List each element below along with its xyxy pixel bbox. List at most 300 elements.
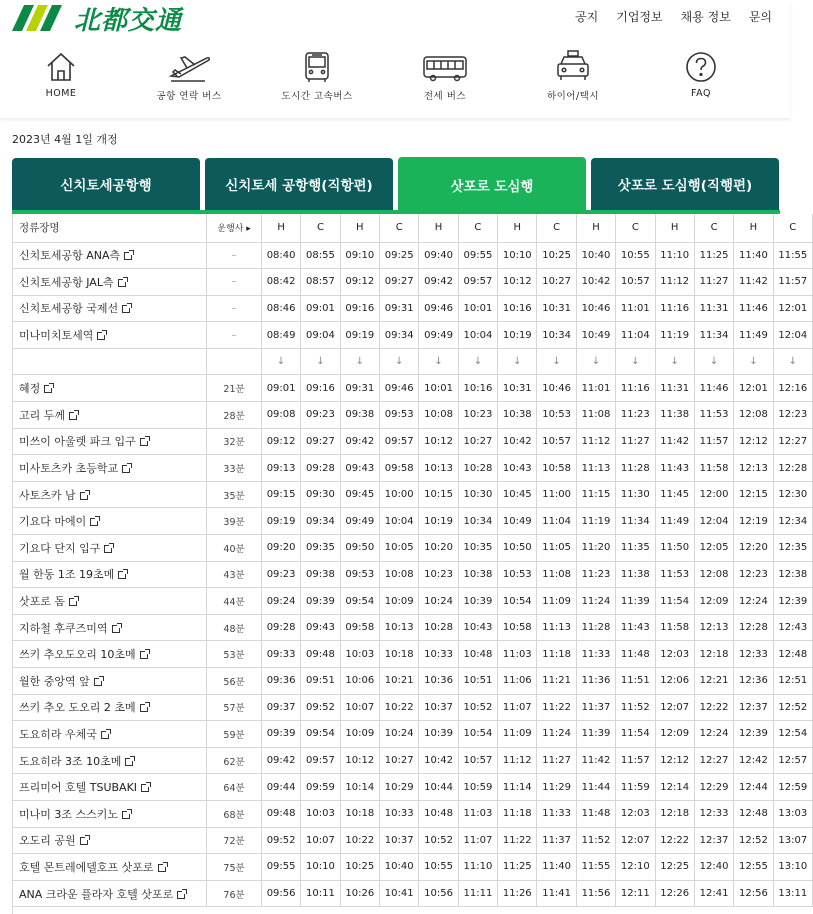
table-row [13, 455, 813, 482]
departure-time-cell: 09:35 [301, 535, 340, 562]
external-link-icon [118, 571, 126, 579]
top-link-contact[interactable]: 문의 [748, 10, 772, 24]
departure-time-cell: 11:18 [537, 641, 576, 668]
departure-time-cell: 11:25 [498, 854, 537, 881]
departure-time-cell: 10:05 [380, 535, 419, 562]
departure-time-cell: 11:57 [694, 428, 733, 455]
departure-time-cell: 10:40 [380, 854, 419, 881]
departure-time-cell: 10:45 [498, 481, 537, 508]
departure-time-cell: 10:41 [380, 880, 419, 907]
external-link-icon [124, 252, 132, 260]
departure-time-cell: 11:53 [655, 561, 694, 588]
stop-name: 혜정 [19, 382, 41, 396]
tab-to-sapporo[interactable]: 삿포로 도심행 [398, 157, 586, 212]
departure-time-cell: 12:54 [773, 721, 812, 748]
company-column-header: H [261, 214, 300, 242]
external-link-icon [140, 704, 148, 712]
departure-time-cell: 12:13 [694, 614, 733, 641]
arrow-down-icon: ↓ [655, 348, 694, 375]
departure-time-cell: 10:07 [340, 694, 379, 721]
elapsed-time-cell: 64분 [207, 774, 262, 801]
stop-name: 삿포로 돔 [19, 595, 66, 609]
departure-time-cell: 09:55 [261, 854, 300, 881]
stop-name-cell [13, 747, 207, 774]
departure-time-cell: 10:07 [301, 827, 340, 854]
departure-time-cell: 10:12 [498, 269, 537, 296]
departure-time-cell: 11:55 [576, 854, 615, 881]
company-column-header: H [419, 214, 458, 242]
departure-time-cell: 12:12 [734, 428, 773, 455]
departure-time-cell: 09:39 [261, 721, 300, 748]
departure-time-cell: 11:05 [537, 535, 576, 562]
departure-time-cell: 12:22 [694, 694, 733, 721]
table-row [13, 481, 813, 508]
departure-time-cell: 11:12 [655, 269, 694, 296]
departure-time-cell: 11:54 [616, 721, 655, 748]
stop-link[interactable] [19, 675, 102, 688]
departure-time-cell: 08:42 [261, 269, 300, 296]
departure-time-cell: 11:39 [616, 588, 655, 615]
stop-link[interactable] [19, 409, 77, 422]
departure-time-cell: 09:31 [340, 375, 379, 402]
stop-name-cell [13, 402, 207, 429]
departure-time-cell: 11:25 [694, 242, 733, 269]
question-icon [684, 50, 718, 84]
departure-time-cell: 12:28 [734, 614, 773, 641]
departure-time-cell: 11:57 [773, 269, 812, 296]
departure-time-cell: 11:34 [694, 322, 733, 349]
departure-time-cell: 12:51 [773, 668, 812, 695]
departure-time-cell: 10:22 [380, 694, 419, 721]
departure-time-cell: 11:23 [576, 561, 615, 588]
departure-time-cell: 10:42 [419, 747, 458, 774]
departure-time-cell: 10:50 [498, 535, 537, 562]
departure-time-cell: 11:16 [655, 295, 694, 322]
departure-time-cell: 10:25 [537, 242, 576, 269]
departure-time-cell: 10:37 [419, 694, 458, 721]
departure-time-cell: 11:12 [576, 428, 615, 455]
departure-time-cell: 12:04 [773, 322, 812, 349]
departure-time-cell: 09:46 [380, 375, 419, 402]
departure-time-cell: 11:52 [616, 694, 655, 721]
nav-highway-bus-label: 도시간 고속버스 [281, 91, 353, 102]
stop-name: 사토츠카 남 [19, 488, 76, 502]
departure-time-cell: 10:03 [301, 800, 340, 827]
departure-time-cell: 12:07 [655, 694, 694, 721]
departure-time-cell: 09:54 [301, 721, 340, 748]
departure-time-cell: 09:34 [301, 508, 340, 535]
departure-time-cell: 10:43 [498, 455, 537, 482]
stop-link[interactable] [19, 542, 112, 555]
departure-time-cell: 10:21 [380, 668, 419, 695]
departure-time-cell: 09:52 [301, 694, 340, 721]
stop-link[interactable] [19, 489, 88, 502]
elapsed-time-cell: – [207, 295, 262, 322]
departure-time-cell: 12:39 [734, 721, 773, 748]
revision-date: 2023년 4월 1일 개정 [12, 133, 118, 146]
operator-column-header[interactable]: 운행사 ▸ [207, 214, 262, 242]
departure-time-cell: 11:40 [734, 242, 773, 269]
route-tabs [12, 157, 780, 212]
company-column-header: C [616, 214, 655, 242]
departure-time-cell: 11:18 [498, 800, 537, 827]
departure-time-cell: 12:38 [773, 561, 812, 588]
elapsed-time-cell: 53분 [207, 641, 262, 668]
departure-time-cell: 10:23 [419, 561, 458, 588]
departure-time-cell: 09:01 [261, 375, 300, 402]
departure-time-cell: 12:24 [734, 588, 773, 615]
departure-time-cell: 10:57 [616, 269, 655, 296]
elapsed-time-cell [207, 348, 262, 375]
tab-to-airport-direct[interactable]: 신치토세 공항행(직항편) [205, 158, 393, 210]
departure-time-cell: 11:00 [537, 481, 576, 508]
departure-time-cell: 09:46 [419, 295, 458, 322]
departure-time-cell: 12:11 [616, 880, 655, 907]
table-row [13, 428, 813, 455]
departure-time-cell: 09:27 [380, 269, 419, 296]
external-link-icon [44, 385, 52, 393]
departure-time-cell: 09:38 [301, 561, 340, 588]
external-link-icon [94, 678, 102, 686]
nav-faq[interactable] [646, 50, 756, 99]
departure-time-cell: 10:56 [419, 880, 458, 907]
departure-time-cell: 12:21 [694, 668, 733, 695]
stop-name: 호텔 몬트레에델호프 삿포로 [19, 860, 154, 874]
table-row [13, 588, 813, 615]
stop-name-cell [13, 322, 207, 349]
departure-time-cell: 11:58 [655, 614, 694, 641]
nav-airport-bus[interactable] [134, 50, 244, 102]
bus-front-icon [300, 50, 334, 84]
stop-link[interactable] [19, 462, 130, 475]
departure-time-cell: 09:16 [301, 375, 340, 402]
departure-time-cell: 11:06 [498, 668, 537, 695]
top-link-recruit[interactable]: 채용 정보 [680, 10, 731, 24]
stop-name-cell [13, 535, 207, 562]
departure-time-cell: 09:45 [340, 481, 379, 508]
departure-time-cell: 10:28 [419, 614, 458, 641]
stop-link[interactable] [19, 834, 88, 847]
elapsed-time-cell: 39분 [207, 508, 262, 535]
departure-time-cell: 11:09 [537, 588, 576, 615]
elapsed-time-cell: 28분 [207, 402, 262, 429]
departure-time-cell: 10:14 [340, 774, 379, 801]
departure-time-cell: 09:23 [301, 402, 340, 429]
stop-link[interactable] [19, 648, 148, 661]
departure-time-cell: 11:36 [576, 668, 615, 695]
elapsed-time-cell: 35분 [207, 481, 262, 508]
elapsed-time-cell: 76분 [207, 880, 262, 907]
table-row [13, 721, 813, 748]
external-link-icon [125, 758, 133, 766]
departure-time-cell: 09:40 [419, 242, 458, 269]
stop-name: 미나미치토세역 [19, 329, 94, 343]
departure-time-cell: 10:01 [458, 295, 497, 322]
nav-faq-label: FAQ [691, 88, 711, 99]
stop-link[interactable] [19, 622, 120, 635]
departure-time-cell: 08:46 [261, 295, 300, 322]
departure-time-cell: 11:58 [694, 455, 733, 482]
stop-link[interactable] [19, 861, 166, 874]
departure-time-cell: 11:12 [498, 747, 537, 774]
stop-link[interactable] [19, 701, 148, 714]
table-row [13, 800, 813, 827]
departure-time-cell: 12:37 [694, 827, 733, 854]
departure-time-cell: 09:30 [301, 481, 340, 508]
stop-name-cell [13, 774, 207, 801]
stop-link[interactable] [19, 515, 98, 528]
departure-time-cell: 10:04 [380, 508, 419, 535]
elapsed-time-cell: 40분 [207, 535, 262, 562]
departure-time-cell: 11:53 [694, 402, 733, 429]
departure-time-cell: 10:35 [458, 535, 497, 562]
stop-name: 도요히라 3조 10초메 [19, 754, 122, 768]
departure-time-cell: 11:19 [655, 322, 694, 349]
departure-time-cell: 10:52 [419, 827, 458, 854]
table-row [13, 614, 813, 641]
elapsed-time-cell: 48분 [207, 614, 262, 641]
arrow-down-icon: ↓ [734, 348, 773, 375]
table-row [13, 242, 813, 269]
stop-link[interactable] [19, 781, 149, 794]
departure-time-cell: 09:42 [419, 269, 458, 296]
departure-time-cell: 12:16 [773, 375, 812, 402]
departure-time-cell: 10:33 [380, 800, 419, 827]
external-link-icon [122, 811, 130, 819]
company-column-header: C [458, 214, 497, 242]
departure-time-cell: 12:28 [773, 455, 812, 482]
departure-time-cell: 12:03 [655, 641, 694, 668]
departure-time-cell: 10:27 [537, 269, 576, 296]
departure-time-cell: 11:43 [616, 614, 655, 641]
departure-time-cell: 08:40 [261, 242, 300, 269]
departure-time-cell: 09:57 [380, 428, 419, 455]
stop-name-cell [13, 428, 207, 455]
departure-time-cell: 09:33 [261, 641, 300, 668]
departure-time-cell: 09:19 [261, 508, 300, 535]
stop-name: 미나미 3조 스스키노 [19, 807, 118, 821]
table-row [13, 774, 813, 801]
departure-time-cell: 12:26 [655, 880, 694, 907]
stop-link[interactable] [19, 728, 109, 741]
departure-time-cell: 09:25 [380, 242, 419, 269]
departure-time-cell: 11:26 [498, 880, 537, 907]
departure-time-cell: 11:50 [655, 535, 694, 562]
stop-name: 도요히라 우체국 [19, 727, 97, 741]
external-link-icon [69, 598, 77, 606]
stop-link[interactable] [19, 329, 105, 342]
stop-link[interactable] [19, 382, 52, 395]
stop-name-cell [13, 668, 207, 695]
stop-name: 쓰키 추오 도오리 2 초메 [19, 701, 136, 715]
departure-time-cell: 12:30 [773, 481, 812, 508]
departure-time-cell: 09:51 [301, 668, 340, 695]
logo-stripes-icon [12, 5, 68, 31]
stop-name-cell [13, 641, 207, 668]
departure-time-cell: 09:57 [458, 269, 497, 296]
stop-link[interactable] [19, 276, 126, 289]
stop-link[interactable] [19, 888, 185, 901]
departure-time-cell: 10:59 [458, 774, 497, 801]
nav-home[interactable] [6, 50, 116, 99]
stop-link[interactable] [19, 808, 130, 821]
top-link-company[interactable]: 기업정보 [616, 10, 663, 24]
departure-time-cell: 10:39 [458, 588, 497, 615]
arrow-down-icon: ↓ [261, 348, 300, 375]
stop-name: 신치토세공항 ANA측 [19, 249, 121, 263]
external-link-icon [112, 625, 120, 633]
departure-time-cell: 11:24 [537, 721, 576, 748]
departure-time-cell: 12:22 [655, 827, 694, 854]
departure-time-cell: 12:48 [734, 800, 773, 827]
departure-time-cell: 12:07 [616, 827, 655, 854]
departure-time-cell: 09:24 [261, 588, 300, 615]
elapsed-time-cell: 75분 [207, 854, 262, 881]
departure-time-cell: 12:40 [694, 854, 733, 881]
departure-time-cell: 09:44 [261, 774, 300, 801]
departure-time-cell: 11:04 [537, 508, 576, 535]
timetable-container[interactable] [12, 214, 808, 914]
departure-time-cell: 10:19 [498, 322, 537, 349]
stop-name-cell [13, 721, 207, 748]
departure-time-cell: 09:04 [301, 322, 340, 349]
timetable [13, 214, 813, 907]
departure-time-cell: 12:33 [734, 641, 773, 668]
departure-time-cell: 12:01 [734, 375, 773, 402]
departure-time-cell: 09:48 [301, 641, 340, 668]
departure-time-cell: 10:49 [576, 322, 615, 349]
departure-time-cell: 11:27 [537, 747, 576, 774]
table-row [13, 535, 813, 562]
nav-charter-bus-label: 전세 버스 [423, 91, 467, 102]
stop-name-cell [13, 348, 207, 375]
departure-time-cell: 12:35 [773, 535, 812, 562]
departure-time-cell: 10:54 [498, 588, 537, 615]
departure-time-cell: 09:42 [261, 747, 300, 774]
departure-time-cell: 10:29 [380, 774, 419, 801]
departure-time-cell: 10:23 [458, 402, 497, 429]
departure-time-cell: 11:52 [576, 827, 615, 854]
departure-time-cell: 11:20 [576, 535, 615, 562]
stop-link[interactable] [19, 755, 133, 768]
nav-highway-bus[interactable] [262, 50, 372, 102]
departure-time-cell: 11:48 [616, 641, 655, 668]
nav-hire-taxi[interactable] [518, 50, 628, 102]
departure-time-cell: 11:13 [576, 455, 615, 482]
tab-to-sapporo-direct[interactable]: 삿포로 도심행(직행편) [591, 158, 779, 210]
departure-time-cell: 12:52 [773, 694, 812, 721]
company-column-header: C [380, 214, 419, 242]
departure-time-cell: 10:20 [419, 535, 458, 562]
stop-name: 기요다 마에이 [19, 515, 87, 529]
table-row [13, 375, 813, 402]
external-link-icon [158, 864, 166, 872]
departure-time-cell: 10:15 [419, 481, 458, 508]
departure-time-cell: 10:12 [419, 428, 458, 455]
stop-name-cell [13, 242, 207, 269]
stop-name: ANA 크라운 플라자 호텔 삿포로 [19, 887, 174, 901]
departure-time-cell: 12:57 [773, 747, 812, 774]
table-header-row [13, 214, 813, 242]
departure-time-cell: 11:23 [616, 402, 655, 429]
table-row [13, 561, 813, 588]
departure-time-cell: 11:28 [616, 455, 655, 482]
elapsed-time-cell: – [207, 269, 262, 296]
departure-time-cell: 11:03 [458, 800, 497, 827]
departure-time-cell: 09:37 [261, 694, 300, 721]
elapsed-time-cell: 44분 [207, 588, 262, 615]
stop-name-cell [13, 481, 207, 508]
elapsed-time-cell: 32분 [207, 428, 262, 455]
tab-to-airport[interactable]: 신치토세공항행 [12, 158, 200, 210]
departure-time-cell: 12:15 [734, 481, 773, 508]
departure-time-cell: 11:01 [616, 295, 655, 322]
elapsed-time-cell: 68분 [207, 800, 262, 827]
departure-time-cell: 10:18 [340, 800, 379, 827]
departure-time-cell: 09:53 [340, 561, 379, 588]
arrow-down-icon: ↓ [380, 348, 419, 375]
departure-time-cell: 11:48 [576, 800, 615, 827]
logo-text: 北都交通 [74, 5, 183, 36]
company-column-header: H [655, 214, 694, 242]
departure-time-cell: 11:27 [694, 269, 733, 296]
departure-time-cell: 09:52 [261, 827, 300, 854]
logo[interactable] [12, 4, 183, 36]
departure-time-cell: 10:46 [537, 375, 576, 402]
stop-link[interactable] [19, 249, 132, 262]
taxi-icon [554, 50, 592, 84]
departure-time-cell: 10:24 [380, 721, 419, 748]
stop-name-cell [13, 508, 207, 535]
departure-time-cell: 12:06 [655, 668, 694, 695]
top-link-notice[interactable]: 공지 [575, 10, 599, 24]
stop-link[interactable] [19, 595, 77, 608]
departure-time-cell: 13:11 [773, 880, 812, 907]
stop-name-cell [13, 561, 207, 588]
stop-link[interactable] [19, 435, 148, 448]
departure-time-cell: 10:09 [380, 588, 419, 615]
departure-time-cell: 11:46 [694, 375, 733, 402]
departure-time-cell: 11:37 [537, 827, 576, 854]
company-column-header: H [734, 214, 773, 242]
elapsed-time-cell: 72분 [207, 827, 262, 854]
company-column-header: C [301, 214, 340, 242]
departure-time-cell: 10:24 [419, 588, 458, 615]
departure-time-cell: 10:03 [340, 641, 379, 668]
departure-time-cell: 11:24 [576, 588, 615, 615]
departure-time-cell: 10:37 [380, 827, 419, 854]
departure-time-cell: 10:34 [458, 508, 497, 535]
departure-time-cell: 10:01 [419, 375, 458, 402]
departure-time-cell: 10:54 [458, 721, 497, 748]
stop-link[interactable] [19, 302, 130, 315]
departure-time-cell: 11:56 [576, 880, 615, 907]
departure-time-cell: 11:09 [498, 721, 537, 748]
arrow-down-icon: ↓ [616, 348, 655, 375]
departure-time-cell: 10:55 [419, 854, 458, 881]
stop-name-cell [13, 854, 207, 881]
stop-name-cell [13, 880, 207, 907]
departure-time-cell: 10:58 [537, 455, 576, 482]
departure-time-cell: 12:34 [773, 508, 812, 535]
arrow-down-icon: ↓ [340, 348, 379, 375]
departure-time-cell: 09:19 [340, 322, 379, 349]
external-link-icon [118, 279, 126, 287]
departure-time-cell: 11:38 [655, 402, 694, 429]
stop-link[interactable] [19, 568, 126, 581]
elapsed-time-cell: 43분 [207, 561, 262, 588]
nav-charter-bus[interactable] [390, 50, 500, 102]
